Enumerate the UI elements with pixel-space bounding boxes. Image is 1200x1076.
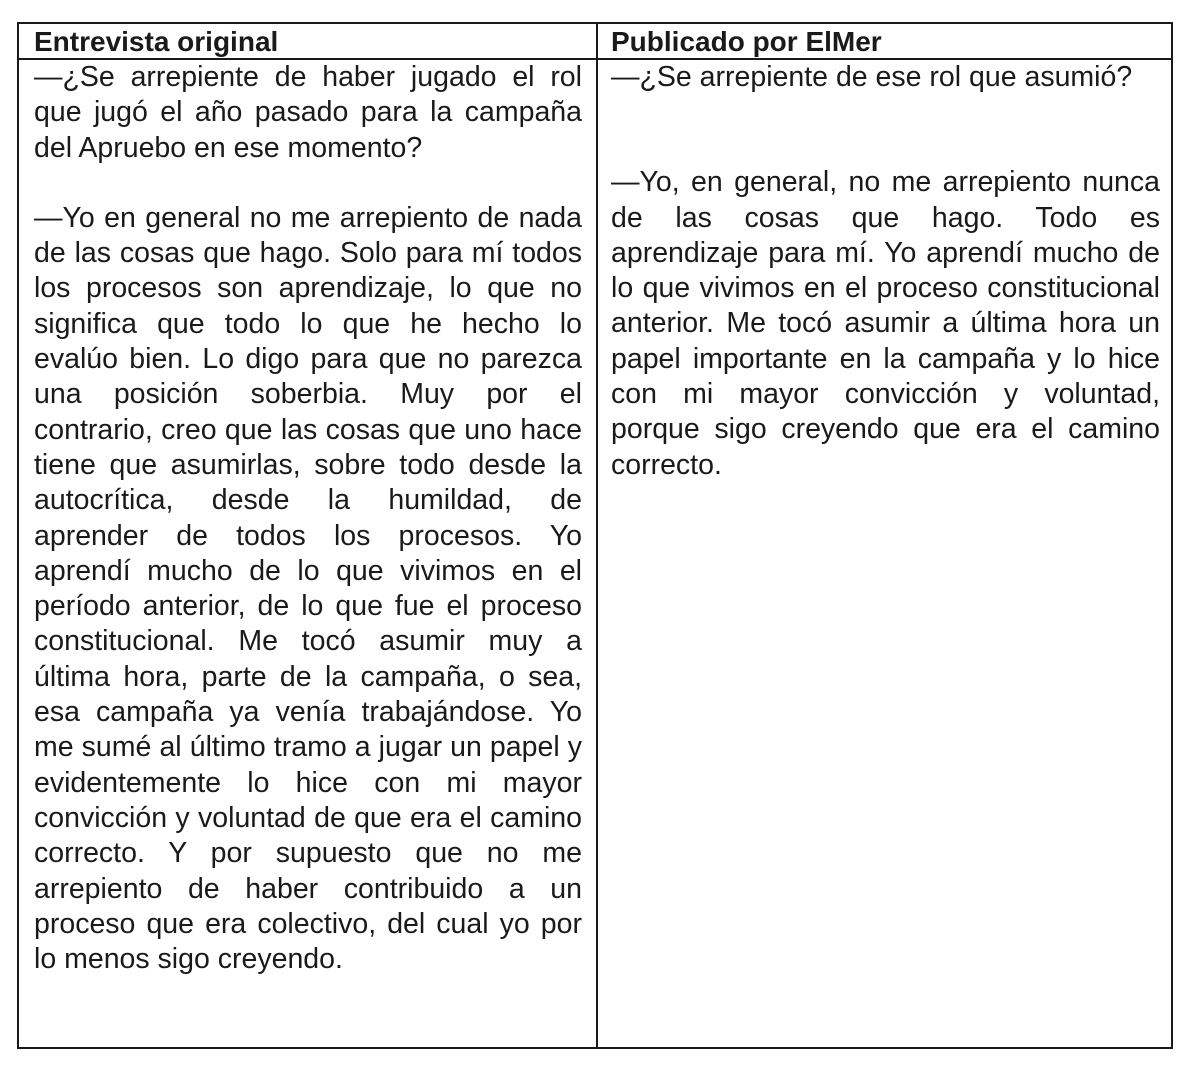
header-original-interview: Entrevista original xyxy=(34,26,279,57)
header-published-version: Publicado por ElMer xyxy=(611,26,882,57)
original-interview-cell xyxy=(34,60,582,977)
column-divider xyxy=(596,24,598,1047)
paragraph-gap xyxy=(611,95,1160,165)
published-question: —¿Se arrepiente de ese rol que asumió? xyxy=(611,61,1133,93)
paragraph-gap xyxy=(34,166,582,201)
original-answer: —Yo en general no me arrepiento de nada de las cosas que hago. Solo para mí todos los procesos son aprendizaje, lo que no significa que todo lo que he hecho lo evalúo bien. Lo digo para que no parezca una posición soberbia. Muy por el contrario, creo que las cosas que uno hace tiene que asumirlas, sobre todo desde la autocrítica, desde la humildad, de aprender de todos los procesos. Yo aprendí mucho de lo que vivimos en el período anterior, de lo que fue el proceso constitucional. Me tocó asumir muy a última hora, parte de la campaña, o sea, esa campaña ya venía trabajándose. Yo me sumé al último tramo a jugar un papel y evidentemente lo hice con mi mayor convicción y voluntad de que era el camino correcto. Y por supuesto que no me arrepiento de haber contribuido a un proceso que era colectivo, del cual yo por lo menos sigo creyendo. xyxy=(34,201,582,976)
comparison-table xyxy=(17,22,1173,1049)
original-question: —¿Se arrepiente de haber jugado el rol que jugó el año pasado para la campaña del Apruebo en ese momento? xyxy=(34,61,582,164)
published-version-cell xyxy=(611,60,1160,483)
published-answer: —Yo, en general, no me arrepiento nunca de las cosas que hago. Todo es aprendizaje para mí. Yo aprendí mucho de lo que vivimos en el proceso constitucional anterior. Me tocó asumir a última hora un papel importante en la campaña y lo hice con mi mayor convicción y voluntad, porque sigo creyendo que era el camino correcto. xyxy=(611,166,1160,481)
